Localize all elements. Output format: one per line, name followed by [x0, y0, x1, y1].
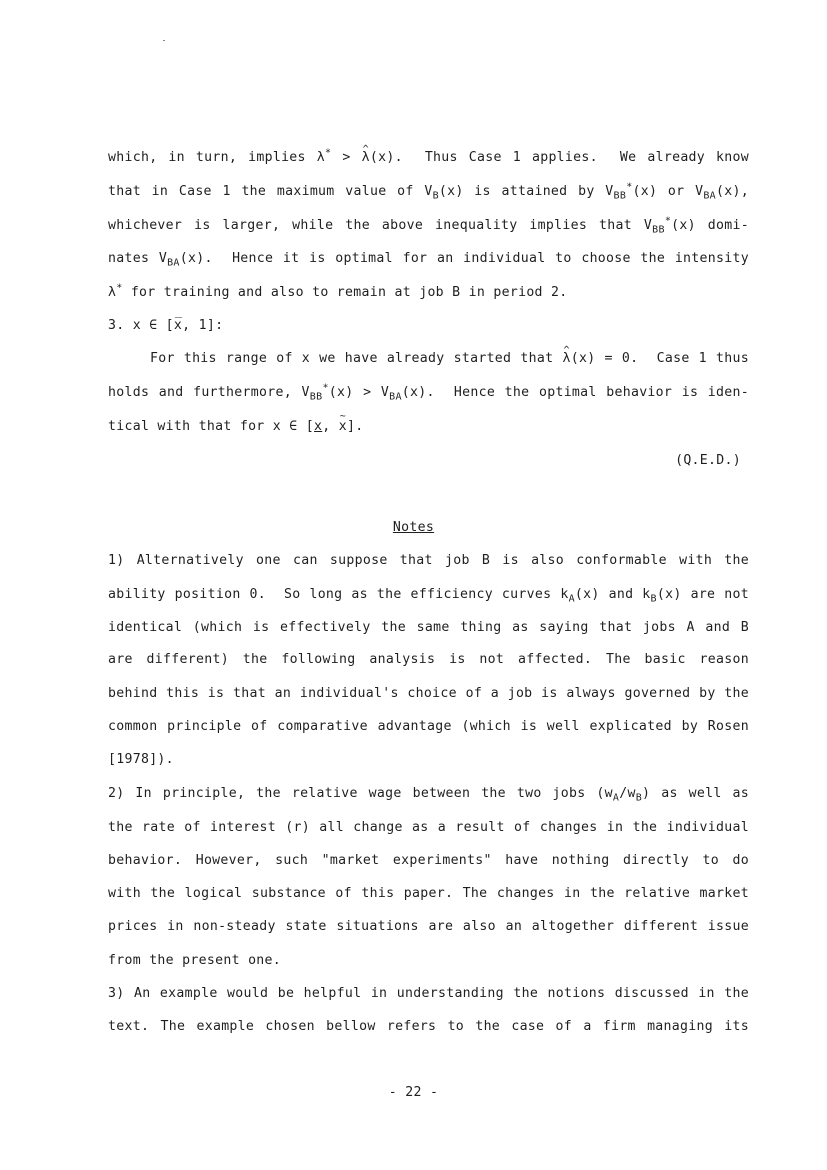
paragraph-1-line-3: whichever is larger, while the above inequality implies that $V_{BB}^*(x)$ domi- [108, 215, 749, 236]
paragraph-1-line-2: that in Case 1 the maximum value of $V_B(x)$ is attained by $V_{BB}^*(x)$ or $V_{BA}(x)$, [108, 181, 749, 202]
qed-mark: (Q.E.D.) [675, 453, 741, 468]
note-2-line-4: with the logical substance of this paper. The changes in the relative market [108, 886, 749, 901]
note-3-line-2: text. The example chosen bellow refers to the case of a firm managing its [108, 1019, 749, 1034]
case-3-label: 3. x ∈ [_ x, 1]: [108, 318, 223, 334]
note-1-line-5: behind this is that an individual's choice of a job is always governed by the [108, 686, 749, 701]
case-3-line-3: tical with that for x ∈ [x, ~ x]. [108, 419, 363, 435]
scan-speck [163, 40, 165, 41]
note-2-line-5: prices in non-steady state situations are also an altogether different issue [108, 919, 749, 934]
case-3-line-1: For this range of x we have already started that ^ λ(x) = 0. Case 1 thus [150, 351, 749, 367]
page-number: - 22 - [388, 1085, 439, 1100]
note-1-line-4: are different) the following analysis is not affected. The basic reason [108, 652, 749, 667]
note-3-line-1: 3) An example would be helpful in understanding the notions discussed in the [108, 986, 749, 1001]
paragraph-1-line-1: which, in turn, implies λ* > ^ λ(x). Thus Case 1 applies. We already know [108, 150, 749, 166]
note-1-line-3: identical (which is effectively the same thing as saying that jobs A and B [108, 620, 749, 635]
paragraph-1-line-5: λ* for training and also to remain at job B in period 2. [108, 282, 568, 300]
notes-heading: Notes [392, 520, 435, 535]
case-3-line-2: holds and furthermore, $V_{BB}^*(x) > V_{BA}(x)$. Hence the optimal behavior is iden- [108, 382, 749, 403]
paragraph-1-line-4: nates $V_{BA}(x)$. Hence it is optimal for an individual to choose the intensity [108, 251, 749, 269]
note-1-line-7: [1978]). [108, 752, 174, 767]
note-2-line-1: 2) In principle, the relative wage between the two jobs $(w_A/w_B)$ as well as [108, 786, 750, 804]
note-1-line-6: common principle of comparative advantage (which is well explicated by Rosen [108, 719, 749, 734]
note-1-line-2: ability position 0. So long as the efficiency curves $k_A(x)$ and $k_B(x)$ are not [108, 587, 749, 605]
note-1-line-1: 1) Alternatively one can suppose that job B is also conformable with the [108, 553, 749, 568]
note-2-line-3: behavior. However, such "market experiments" have nothing directly to do [108, 853, 749, 868]
note-2-line-6: from the present one. [108, 953, 282, 968]
note-2-line-2: the rate of interest (r) all change as a result of changes in the individual [108, 820, 749, 835]
